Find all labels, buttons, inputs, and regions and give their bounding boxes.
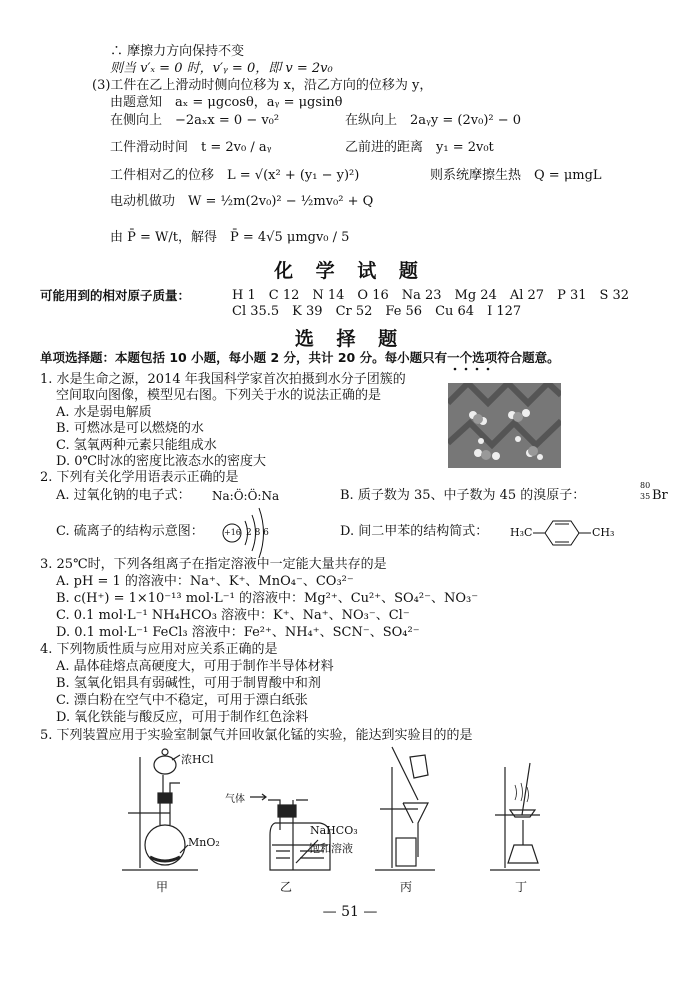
benzene-ring (533, 518, 593, 548)
question-stem: 2. 下列有关化学用语表示正确的是 (40, 470, 239, 485)
solution-line: 乙前进的距离 y₁ = 2v₀t (345, 140, 494, 155)
apparatus-jia (122, 749, 198, 870)
section-title: 选 择 题 (294, 328, 406, 350)
question-stem: 空间取向图像，模型见右图。下列关于水的说法正确的是 (56, 388, 382, 403)
option: C. 氢氧两种元素只能组成水 (56, 438, 217, 453)
question-stem: 3. 25℃时，下列各组离子在指定溶液中一定能大量共存的是 (40, 557, 387, 572)
bromine-symbol: Br (652, 488, 668, 503)
option: D. 0℃时冰的密度比液态水的密度大 (56, 454, 267, 469)
option: B. 质子数为 35、中子数为 45 的溴原子： (340, 488, 586, 503)
question-stem: 5. 下列装置应用于实验室制氯气并回收氯化锰的实验，能达到实验目的的是 (40, 728, 473, 743)
apparatus-ding (490, 763, 540, 870)
figure-label-bing: 丙 (400, 880, 413, 894)
atomic-number: 35 (640, 492, 651, 501)
solution-line: 在侧向上 −2aₓx = 0 − v₀² (110, 113, 280, 128)
solution-line: (3)工件在乙上滑动时侧向位移为 x，沿乙方向的位移为 y， (92, 78, 433, 93)
label-conc-hcl: 浓HCl (181, 753, 214, 766)
option: C. 漂白粉在空气中不稳定，可用于漂白纸张 (56, 693, 308, 708)
page-number: — 51 — (322, 904, 378, 920)
solution-line: ∴ 摩擦力方向保持不变 (110, 44, 245, 59)
nucleus-charge: +16 (224, 528, 241, 537)
mass-number: 80 (640, 481, 651, 490)
label-saturated-solution: 饱和溶液 (309, 842, 353, 855)
question-stem: 4. 下列物质性质与应用对应关系正确的是 (40, 642, 278, 657)
figure-label-ding: 丁 (515, 880, 528, 894)
option: D. 0.1 mol·L⁻¹ FeCl₃ 溶液中：Fe²⁺、NH₄⁺、SCN⁻、SO₄²⁻ (56, 625, 420, 640)
option: A. 水是弱电解质 (56, 405, 152, 420)
atomic-mass-row: Cl 35.5 K 39 Cr 52 Fe 56 Cu 64 I 127 (232, 304, 522, 319)
methyl-right: CH₃ (592, 526, 615, 539)
question-stem: 1. 水是生命之源，2014 年我国科学家首次拍摄到水分子团簇的 (40, 372, 406, 387)
option: C. 0.1 mol·L⁻¹ NH₄HCO₃ 溶液中：K⁺、Na⁺、NO₃⁻、Cl⁻ (56, 608, 410, 623)
option: A. 过氧化钠的电子式： (56, 488, 191, 503)
option: B. c(H⁺) = 1×10⁻¹³ mol·L⁻¹ 的溶液中：Mg²⁺、Cu²⁺、SO₄²⁻、NO₃⁻ (56, 591, 479, 606)
label-mno2: MnO₂ (188, 836, 220, 849)
option: D. 氧化铁能与酸反应，可用于制作红色涂料 (56, 710, 309, 725)
option: B. 可燃冰是可以燃烧的水 (56, 421, 204, 436)
solution-line: 由题意知 aₓ = μgcosθ，aᵧ = μgsinθ (110, 95, 343, 110)
solution-line: 则当 v′ₓ = 0 时，v′ᵧ = 0，即 v = 2v₀ (110, 61, 333, 76)
option: A. pH = 1 的溶液中：Na⁺、K⁺、MnO₄⁻、CO₃²⁻ (56, 574, 354, 589)
figure-label-yi: 乙 (280, 880, 293, 894)
atomic-mass-label: 可能用到的相对原子质量： (40, 288, 191, 303)
solution-line: 由 P̄ = W/t，解得 P̄ = 4√5 μmgv₀ / 5 (110, 230, 350, 245)
sodium-peroxide-formula: Na:Ö:Ö:Na (212, 489, 280, 503)
label-nahco3: NaHCO₃ (310, 824, 358, 837)
solution-line: 电动机做功 W = ½m(2v₀)² − ½mv₀² + Q (110, 194, 374, 209)
solution-line: 则系统摩擦生热 Q = μmgL (430, 168, 602, 183)
chem-title: 化 学 试 题 (274, 260, 426, 282)
solution-line: 工件滑动时间 t = 2v₀ / aᵧ (110, 140, 272, 155)
instruction: 单项选择题：本题包括 10 小题，每小题 2 分，共计 20 分。每小题只有一个选项符合题意。 (40, 350, 560, 365)
electron-shells: 2 8 6 (246, 528, 269, 538)
option: C. 硫离子的结构示意图： (56, 524, 204, 539)
option: B. 氢氧化铝具有弱碱性，可用于制胃酸中和剂 (56, 676, 321, 691)
atomic-mass-row: H 1 C 12 N 14 O 16 Na 23 Mg 24 Al 27 P 31 S 32 (232, 288, 630, 303)
figure-label-jia: 甲 (156, 880, 169, 894)
apparatus-bing (375, 747, 435, 870)
solution-line: 工件相对乙的位移 L = √(x² + (y₁ − y)²) (110, 168, 360, 183)
option: D. 间二甲苯的结构简式： (340, 524, 489, 539)
label-gas: 气体 (225, 794, 245, 805)
methyl-left: H₃C (510, 526, 533, 539)
water-cluster-image (448, 383, 561, 468)
solution-line: 在纵向上 2aᵧy = (2v₀)² − 0 (345, 113, 522, 128)
option: A. 晶体硅熔点高硬度大，可用于制作半导体材料 (56, 659, 334, 674)
emphasis-dots (452, 367, 492, 371)
